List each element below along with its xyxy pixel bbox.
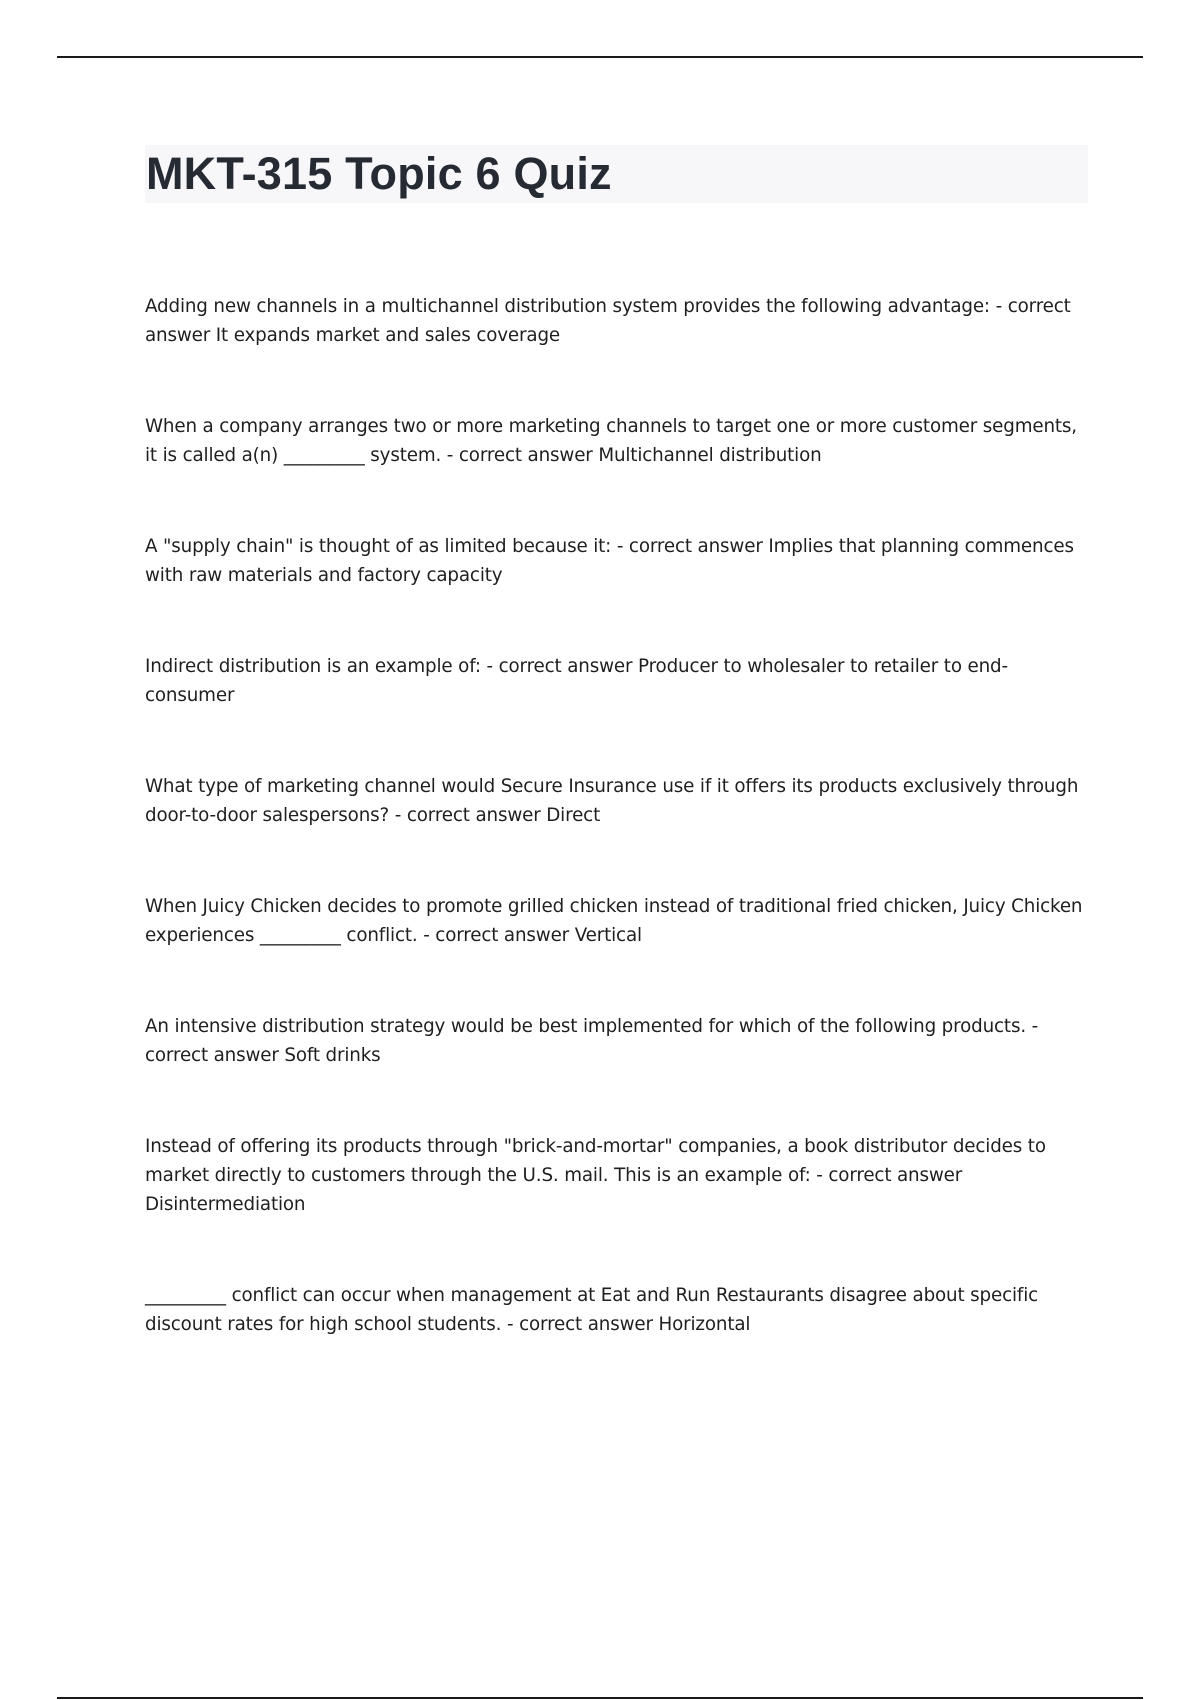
question-item-4: Indirect distribution is an example of: - correct answer Producer to wholesaler to retailer to end-consumer — [145, 656, 1008, 706]
bottom-divider — [57, 1697, 1143, 1699]
page-title: MKT-315 Topic 6 Quiz — [146, 148, 612, 199]
question-item-3: A "supply chain" is thought of as limited because it: - correct answer Implies that planning commences with raw materials and factory capacity — [145, 536, 1074, 586]
question-item-9: _________ conflict can occur when management at Eat and Run Restaurants disagree about specific discount rates for high school students. - correct answer Horizontal — [145, 1285, 1039, 1335]
question-item-1: Adding new channels in a multichannel distribution system provides the following advantage: - correct answer It expands market and sales coverage — [145, 296, 1071, 346]
question-item-6: When Juicy Chicken decides to promote grilled chicken instead of traditional fried chicken, Juicy Chicken experiences _________ conflict. - correct answer Vertical — [145, 896, 1083, 946]
question-item-8: Instead of offering its products through "brick-and-mortar" companies, a book distributor decides to market directly to customers through the U.S. mail. This is an example of: - correct answer Disintermediation — [145, 1136, 1046, 1215]
question-item-7: An intensive distribution strategy would be best implemented for which of the following products. - correct answer Soft drinks — [145, 1016, 1039, 1066]
question-item-2: When a company arranges two or more marketing channels to target one or more customer segments, it is called a(n) _________ system. - correct answer Multichannel distribution — [145, 416, 1077, 466]
top-divider — [57, 56, 1143, 58]
question-item-5: What type of marketing channel would Secure Insurance use if it offers its products exclusively through door-to-door salespersons? - correct answer Direct — [145, 776, 1079, 826]
